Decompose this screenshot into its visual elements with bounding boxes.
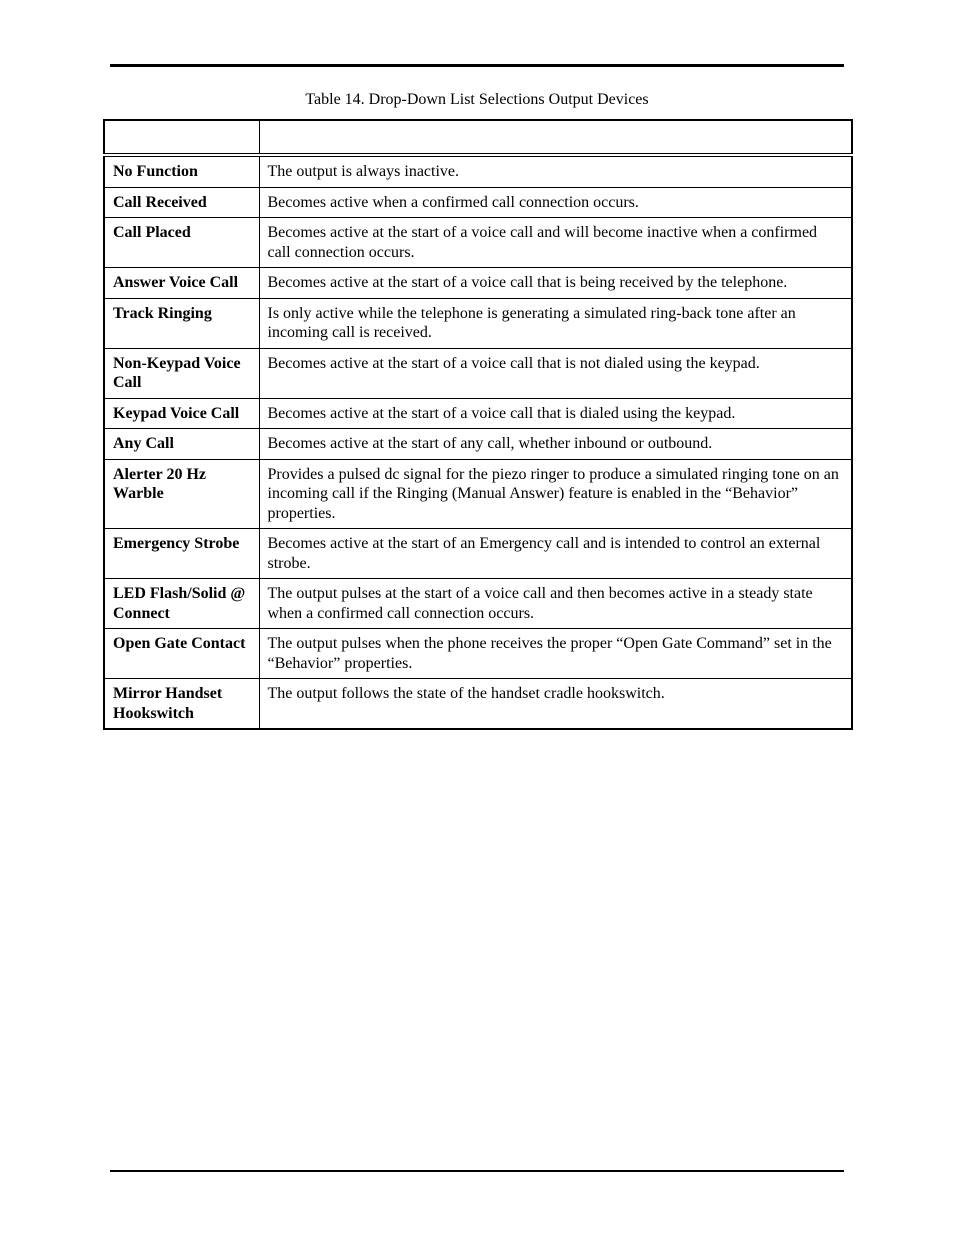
selection-description-cell: Becomes active at the start of an Emergency call and is intended to control an external strobe. [259,529,852,579]
selection-description-cell: The output pulses when the phone receives the proper “Open Gate Command” set in the “Behavior” properties. [259,629,852,679]
selection-description-cell: Becomes active at the start of a voice call that is being received by the telephone. [259,268,852,299]
table-row [104,459,852,529]
selection-name-cell: LED Flash/Solid @ Connect [104,579,259,629]
header-cell-description [259,120,852,155]
table-row [104,398,852,429]
table-row [104,155,852,187]
selection-description-cell: Becomes active at the start of a voice call that is dialed using the keypad. [259,398,852,429]
selection-description-cell: Provides a pulsed dc signal for the piezo ringer to produce a simulated ringing tone on an incoming call if the Ringing (Manual Answer) feature is enabled in the “Behavior” properties. [259,459,852,529]
selection-description-cell: The output is always inactive. [259,155,852,187]
selection-description-cell: Becomes active at the start of a voice call that is not dialed using the keypad. [259,348,852,398]
selection-name-cell: Call Placed [104,218,259,268]
footer-rule [110,1170,844,1172]
selection-name-cell: Open Gate Contact [104,629,259,679]
table-row [104,298,852,348]
selection-name-cell: Alerter 20 Hz Warble [104,459,259,529]
table-row [104,529,852,579]
table-row [104,429,852,460]
table-row [104,629,852,679]
selection-name-cell: Answer Voice Call [104,268,259,299]
selection-name-cell: Mirror Handset Hookswitch [104,679,259,730]
selection-description-cell: Becomes active when a confirmed call connection occurs. [259,187,852,218]
table-header-row [104,120,852,155]
selection-name-cell: Keypad Voice Call [104,398,259,429]
selection-description-cell: Becomes active at the start of a voice call and will become inactive when a confirmed call connection occurs. [259,218,852,268]
selection-name-cell: Emergency Strobe [104,529,259,579]
table-row [104,679,852,730]
selection-description-cell: Is only active while the telephone is generating a simulated ring-back tone after an incoming call is received. [259,298,852,348]
selection-name-cell: Any Call [104,429,259,460]
table-row [104,218,852,268]
output-devices-table [103,119,853,730]
table-caption: Table 14. Drop-Down List Selections Output Devices [305,91,649,108]
selection-description-cell: The output follows the state of the handset cradle hookswitch. [259,679,852,730]
selection-description-cell: The output pulses at the start of a voice call and then becomes active in a steady state when a confirmed call connection occurs. [259,579,852,629]
header-cell-selection [104,120,259,155]
selection-name-cell: Non-Keypad Voice Call [104,348,259,398]
header-rule [110,64,844,67]
selection-name-cell: Track Ringing [104,298,259,348]
selection-name-cell: Call Received [104,187,259,218]
selection-description-cell: Becomes active at the start of any call, whether inbound or outbound. [259,429,852,460]
table-row [104,348,852,398]
table-row [104,187,852,218]
selection-name-cell: No Function [104,155,259,187]
table-row [104,268,852,299]
table-body [104,155,852,729]
table-row [104,579,852,629]
